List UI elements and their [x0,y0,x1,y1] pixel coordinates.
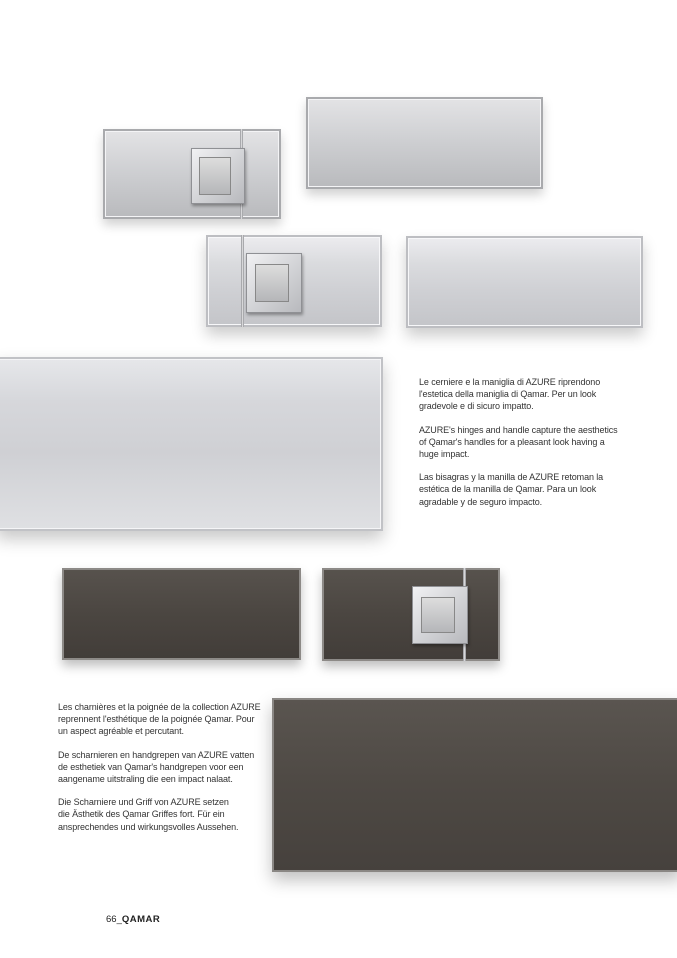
description-left [58,701,273,844]
description-english: AZURE's hinges and handle capture the aesthetics of Qamar's handles for a pleasant look having a huge impact. [419,424,618,460]
brand-name: QAMAR [121,914,161,925]
mirror-handle-product [406,236,643,328]
hinge-plate [191,148,245,204]
description-right [419,376,649,519]
dark-hinge-product [322,568,500,661]
description-german: Die Scharniere und Griff von AZURE setzen die Ästhetik des Qamar Griffes fort. Für ein ansprechendes und wirkungsvolles Aussehen. [58,797,239,832]
large-dark-handle-product [272,698,677,872]
page-number: 66_ [106,914,122,925]
mirror-hinge-product [206,235,382,327]
chrome-handle-product-1 [306,97,543,189]
description-french: Les charnières et la poignée de la collection AZURE reprennent l'esthétique de la poignée Qamar. Pour un aspect agréable et percutant. [58,702,261,737]
description-spanish: Las bisagras y la manilla de AZURE retoman la estética de la manilla de Qamar. Para un look agradable y de seguro impacto. [419,472,604,507]
hinge-plate [246,253,302,313]
hinge-plate [412,586,468,644]
description-italian: Le cerniere e la maniglia di AZURE riprendono l'estetica della maniglia di Qamar. Per un look gradevole e di sicuro impatto. [419,377,601,412]
page-footer [106,914,160,925]
dark-handle-product [62,568,301,660]
large-mirror-handle-product [0,357,383,531]
description-dutch: De scharnieren en handgrepen van AZURE vatten de esthetiek van Qamar's handgrepen voor een aangename uitstraling die een impact nalaat. [58,749,255,785]
chrome-hinge-product-1 [103,129,281,219]
